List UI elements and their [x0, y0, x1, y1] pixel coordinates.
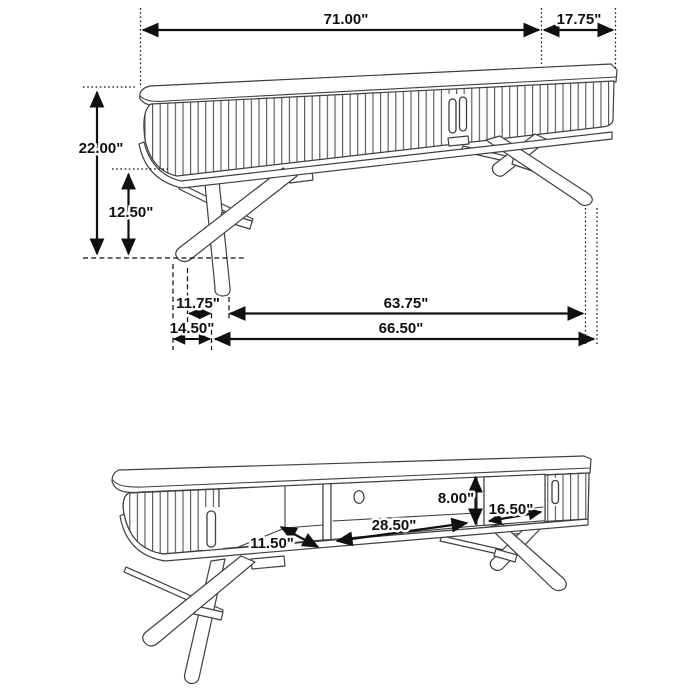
dim-side-shelf-width-label: 16.50": [488, 501, 534, 518]
right-door-handle: [460, 97, 467, 131]
dim-overall-height: [79, 92, 124, 254]
dim-leg-span-inner-label: 63.75": [383, 295, 429, 312]
dim-center-width-label: 28.50": [371, 517, 417, 534]
divider-right: [477, 477, 484, 526]
dim-leg-span-inner: [230, 295, 583, 314]
front-view-console: [139, 64, 617, 296]
right-door-handle: [552, 481, 559, 504]
divider-left: [323, 484, 331, 540]
dim-cubby-depth-label: 11.50": [250, 535, 294, 552]
dim-overall-width: [143, 11, 539, 30]
dim-shelf-height-label: 8.00": [437, 490, 475, 507]
leg-mount: [251, 556, 285, 569]
dim-leg-clearance: [109, 174, 154, 254]
dim-foot-width-label: 11.75": [176, 295, 220, 312]
dim-overall-height-label: 22.00": [78, 140, 124, 157]
dim-overall-width-label: 71.00": [323, 11, 369, 28]
dim-foot-depth: [170, 320, 215, 339]
leg-mount: [448, 136, 469, 146]
left-door-handle: [207, 511, 216, 547]
dim-overall-depth-label: 17.75": [556, 11, 602, 28]
dim-foot-depth-label: 14.50": [169, 320, 215, 337]
dim-foot-width: [176, 295, 220, 314]
front-view: [79, 8, 617, 350]
dim-overall-depth: [544, 11, 613, 30]
dim-leg-clearance-label: 12.50": [108, 204, 154, 221]
cable-hole: [354, 491, 364, 504]
open-view-console: [112, 456, 591, 683]
dim-leg-span-outer: [215, 320, 594, 339]
dim-leg-span-outer-label: 66.50": [378, 320, 424, 337]
open-view: [112, 456, 591, 683]
left-door-handle: [449, 99, 456, 133]
front-view-dimensions: [79, 8, 616, 350]
